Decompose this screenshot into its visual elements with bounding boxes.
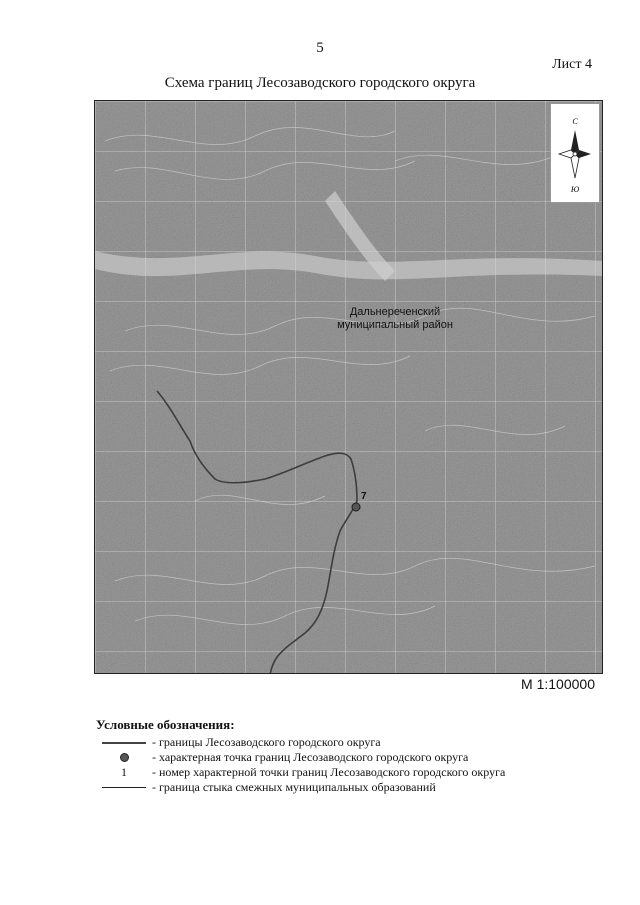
- map-legend: [96, 717, 596, 795]
- map-title: Схема границ Лесозаводского городского округа: [164, 75, 476, 91]
- point-number-symbol: 1: [121, 765, 127, 779]
- compass-rose-icon: [550, 103, 600, 203]
- topographic-map[interactable]: [94, 100, 603, 674]
- region-label: Дальнереченский муниципальный район: [337, 306, 453, 331]
- legend-item-point-number: 1 - номер характерной точки границ Лесозаводского городского округа: [121, 765, 506, 779]
- map-scale: М 1:100000: [521, 676, 595, 692]
- boundary-line-symbol: [102, 742, 146, 744]
- point-dot-symbol: [120, 753, 129, 762]
- compass-south-label: Ю: [570, 185, 580, 194]
- legend-item-adjacent-boundary: - граница стыка смежных муниципальных образований: [96, 780, 596, 795]
- legend-title: Условные обозначения:: [96, 717, 235, 732]
- sheet-label: Лист 4: [552, 57, 592, 72]
- adjacent-boundary-line-symbol: [102, 787, 146, 788]
- compass-north-label: С: [572, 117, 578, 126]
- page-number: 5: [316, 40, 324, 56]
- map-terrain: [95, 101, 603, 674]
- legend-item-boundary: - границы Лесозаводского городского округа: [96, 735, 596, 750]
- legend-item-point: - характерная точка границ Лесозаводского городского округа: [96, 750, 596, 765]
- boundary-point-marker[interactable]: [352, 503, 360, 511]
- boundary-point-number: 7: [361, 491, 367, 502]
